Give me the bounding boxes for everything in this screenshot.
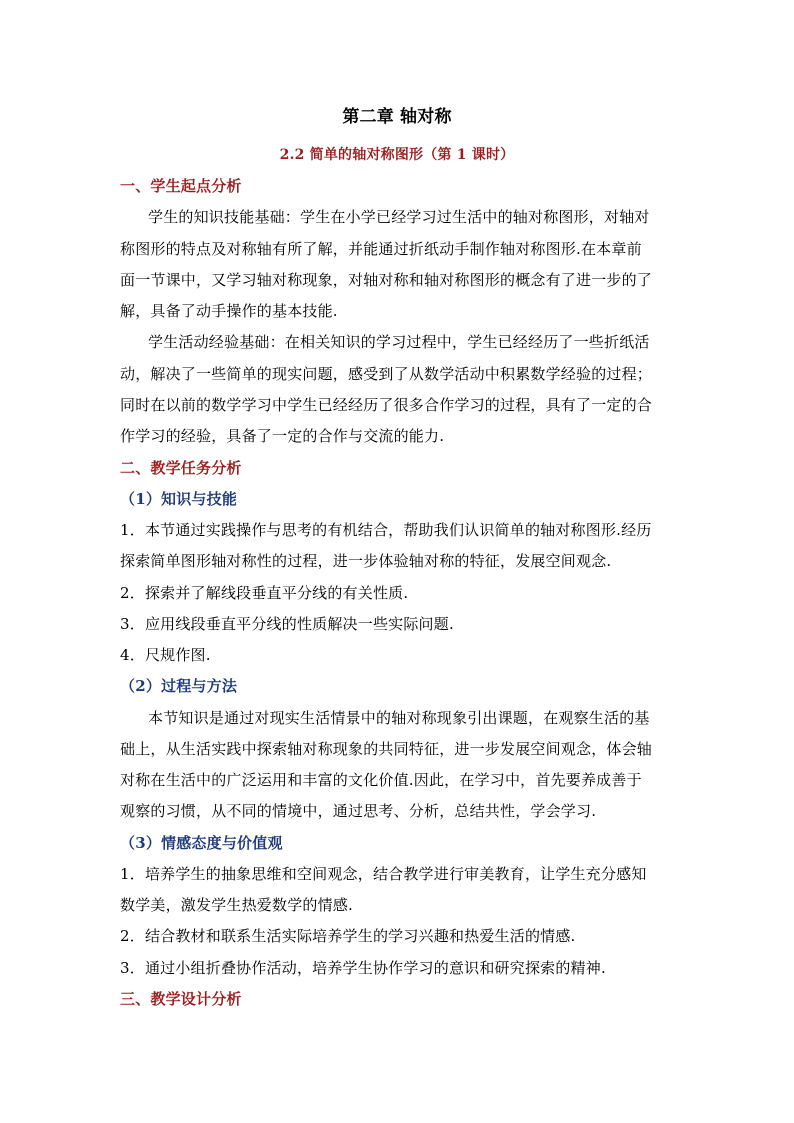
chapter-title: 第二章 轴对称 [342,107,452,127]
list-item: 数学美，激发学生热爱数学的情感. [120,896,353,914]
paragraph-line: 面一节课中，又学习轴对称现象，对轴对称和轴对称图形的概念有了进一步的了 [120,271,653,289]
paragraph-line: 学生活动经验基础：在相关知识的学习过程中，学生已经经历了一些折纸活 [148,333,650,351]
paragraph-line: 称图形的特点及对称轴有所了解，并能通过折纸动手制作轴对称图形.在本章前 [120,240,642,258]
paragraph-line: 础上，从生活实践中探索轴对称现象的共同特征，进一步发展空间观念，体会轴 [120,740,653,758]
list-item: 2．结合教材和联系生活实际培养学生的学习兴趣和热爱生活的情感. [120,927,576,945]
section-heading-1: 一、学生起点分析 [120,177,242,195]
paragraph-line: 学生的知识技能基础：学生在小学已经学习过生活中的轴对称图形，对轴对 [148,208,650,226]
list-item: 3．通过小组折叠协作活动，培养学生协作学习的意识和研究探索的精神. [120,959,606,977]
paragraph-line: 观察的习惯，从不同的情境中，通过思考、分析，总结共性，学会学习. [120,802,597,820]
paragraph-line: 解，具备了动手操作的基本技能. [120,302,338,320]
paragraph-line: 对称在生活中的广泛运用和丰富的文化价值.因此，在学习中，首先要养成善于 [120,771,642,789]
paragraph-line: 本节知识是通过对现实生活情景中的轴对称现象引出课题，在观察生活的基 [148,709,650,727]
list-item: 2．探索并了解线段垂直平分线的有关性质. [120,584,409,602]
subsection-heading-1: （1）知识与技能 [120,490,238,508]
list-item: 3．应用线段垂直平分线的性质解决一些实际问题. [120,615,454,633]
list-item: 1．本节通过实践操作与思考的有机结合，帮助我们认识简单的轴对称图形.经历 [120,521,652,539]
list-item: 1．培养学生的抽象思维和空间观念，结合教学进行审美教育，让学生充分感知 [120,865,647,883]
paragraph-line: 动，解决了一些简单的现实问题，感受到了从数学活动中积累数学经验的过程； [120,365,653,383]
section-heading-3: 三、教学设计分析 [120,990,242,1008]
subsection-heading-2: （2）过程与方法 [120,677,238,695]
paragraph-line: 同时在以前的数学学习中学生已经经历了很多合作学习的过程，具有了一定的合 [120,396,653,414]
list-item: 4．尺规作图. [120,646,211,664]
paragraph-line: 作学习的经验，具备了一定的合作与交流的能力. [120,427,445,445]
section-heading-2: 二、教学任务分析 [120,459,242,477]
lesson-subtitle: 2.2 简单的轴对称图形（第 1 课时） [279,147,515,163]
list-item: 探索简单图形轴对称性的过程，进一步体验轴对称的特征，发展空间观念. [120,552,612,570]
subsection-heading-3: （3）情感态度与价值观 [120,834,283,852]
